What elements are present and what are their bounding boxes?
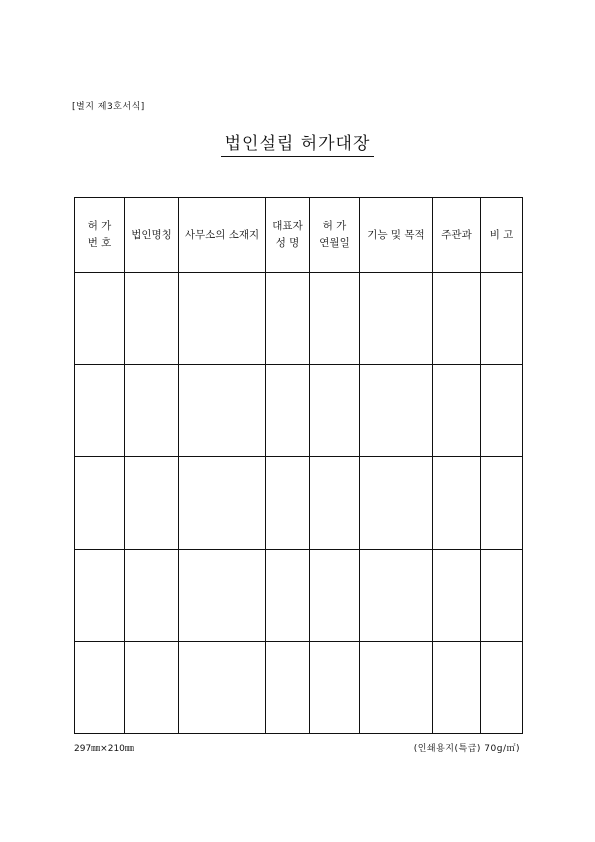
table-cell[interactable] <box>481 641 523 733</box>
table-cell[interactable] <box>360 549 433 641</box>
table-cell[interactable] <box>266 641 310 733</box>
table-cell[interactable] <box>360 457 433 549</box>
table-body <box>75 273 523 734</box>
table-row <box>75 273 523 365</box>
table-cell[interactable] <box>433 549 481 641</box>
table-cell[interactable] <box>360 365 433 457</box>
table-cell[interactable] <box>75 273 125 365</box>
table-row <box>75 457 523 549</box>
table-cell[interactable] <box>266 549 310 641</box>
table-cell[interactable] <box>75 457 125 549</box>
table-cell[interactable] <box>360 273 433 365</box>
form-number-label: [별지 제3호서식] <box>72 102 145 112</box>
header-supervising-department: 주관과 <box>433 198 481 273</box>
table-cell[interactable] <box>310 549 360 641</box>
table-cell[interactable] <box>179 641 266 733</box>
table-cell[interactable] <box>125 641 179 733</box>
table-cell[interactable] <box>179 549 266 641</box>
header-corporation-name: 법인명칭 <box>125 198 179 273</box>
table-cell[interactable] <box>433 641 481 733</box>
header-permit-date: 허 가 연월일 <box>310 198 360 273</box>
header-permit-number: 허 가 번 호 <box>75 198 125 273</box>
document-title: 법인설립 허가대장 <box>221 129 375 157</box>
table-cell[interactable] <box>75 641 125 733</box>
table-cell[interactable] <box>266 273 310 365</box>
table-cell[interactable] <box>310 457 360 549</box>
table-cell[interactable] <box>125 457 179 549</box>
paper-size-note: 297㎜×210㎜ <box>74 744 134 754</box>
header-remarks: 비 고 <box>481 198 523 273</box>
table-row <box>75 641 523 733</box>
table-cell[interactable] <box>481 365 523 457</box>
table-cell[interactable] <box>125 365 179 457</box>
table-cell[interactable] <box>179 273 266 365</box>
table-cell[interactable] <box>75 549 125 641</box>
table-cell[interactable] <box>433 273 481 365</box>
table-cell[interactable] <box>310 273 360 365</box>
table-cell[interactable] <box>179 457 266 549</box>
permit-register-table <box>74 197 523 734</box>
paper-spec-note: (인쇄용지(특급) 70g/㎡) <box>413 744 520 754</box>
table-cell[interactable] <box>266 457 310 549</box>
table-cell[interactable] <box>125 273 179 365</box>
table-header-row <box>75 198 523 273</box>
document-title-wrapper <box>0 129 595 157</box>
table-cell[interactable] <box>179 365 266 457</box>
table-row <box>75 549 523 641</box>
table-cell[interactable] <box>433 457 481 549</box>
table-cell[interactable] <box>266 365 310 457</box>
table-cell[interactable] <box>481 273 523 365</box>
table-cell[interactable] <box>310 641 360 733</box>
table-cell[interactable] <box>433 365 481 457</box>
table-row <box>75 365 523 457</box>
header-function-purpose: 기능 및 목적 <box>360 198 433 273</box>
header-representative-name: 대표자 성 명 <box>266 198 310 273</box>
table-cell[interactable] <box>125 549 179 641</box>
table-cell[interactable] <box>360 641 433 733</box>
header-office-location: 사무소의 소재지 <box>179 198 266 273</box>
table-cell[interactable] <box>75 365 125 457</box>
table-cell[interactable] <box>310 365 360 457</box>
table-cell[interactable] <box>481 549 523 641</box>
table-cell[interactable] <box>481 457 523 549</box>
